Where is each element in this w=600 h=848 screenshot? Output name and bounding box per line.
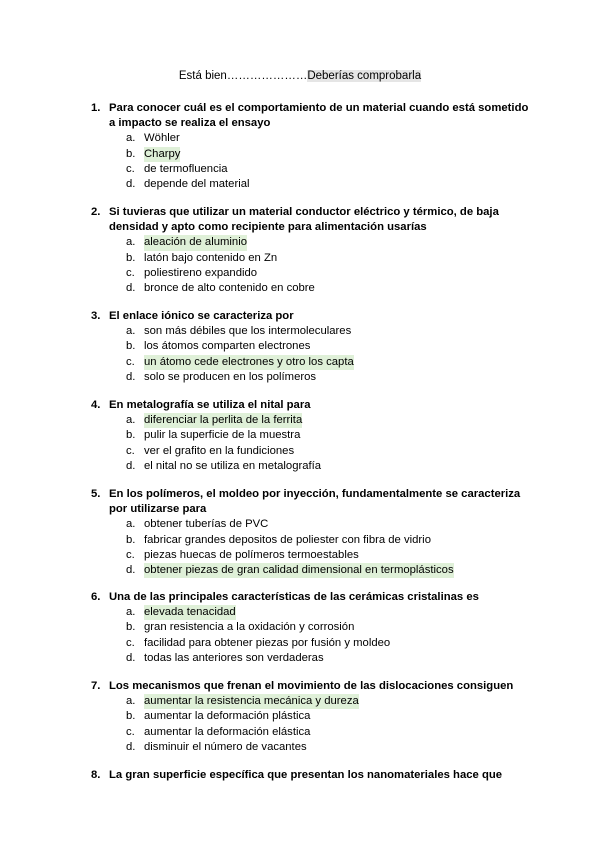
question-text: Si tuvieras que utilizar un material conductor eléctrico y térmico, de baja densidad y apto como recipiente para alimentación usarías — [109, 206, 499, 234]
option-letter: d. — [126, 178, 136, 191]
legend-header — [0, 70, 600, 82]
option-list — [91, 324, 531, 385]
question-stem — [91, 101, 531, 131]
question-number: 3. — [91, 310, 101, 322]
option-letter: d. — [126, 651, 136, 664]
option-letter: c. — [126, 548, 135, 561]
answer-option — [91, 651, 531, 666]
legend-check: Deberías comprobarla — [307, 70, 422, 82]
correct-answer-text: diferenciar la perlita de la ferrita — [144, 413, 302, 428]
question-number: 8. — [91, 769, 101, 781]
answer-option — [91, 147, 531, 162]
option-text: los átomos comparten electrones — [144, 340, 311, 353]
option-list — [91, 694, 531, 755]
option-letter: d. — [126, 740, 136, 753]
question-stem — [91, 768, 531, 783]
correct-answer-text: elevada tenacidad — [144, 605, 236, 620]
answer-option — [91, 605, 531, 620]
answer-option — [91, 281, 531, 296]
option-text: piezas huecas de polímeros termoestables — [144, 548, 359, 561]
option-letter: b. — [126, 340, 136, 353]
question-stem — [91, 487, 531, 517]
option-text: facilidad para obtener piezas por fusión y moldeo — [144, 636, 391, 649]
answer-option — [91, 725, 531, 740]
question-number: 5. — [91, 488, 101, 500]
question-number: 1. — [91, 102, 101, 114]
option-list — [91, 131, 531, 192]
option-text: ver el grafito en la fundiciones — [144, 444, 295, 457]
option-text: poliestireno expandido — [144, 266, 258, 279]
answer-option — [91, 235, 531, 250]
option-letter: a. — [126, 695, 136, 708]
question-stem — [91, 398, 531, 413]
option-letter: a. — [126, 236, 136, 249]
question-stem — [91, 205, 531, 235]
option-letter: b. — [126, 533, 136, 546]
question-3 — [91, 309, 531, 385]
option-letter: c. — [126, 444, 135, 457]
option-letter: d. — [126, 459, 136, 472]
question-7 — [91, 679, 531, 755]
answer-option — [91, 428, 531, 443]
option-letter: d. — [126, 370, 136, 383]
correct-answer-text: obtener piezas de gran calidad dimensional en termoplásticos — [144, 563, 454, 578]
question-text: En metalografía se utiliza el nital para — [109, 399, 311, 411]
answer-option — [91, 533, 531, 548]
answer-option — [91, 709, 531, 724]
option-list — [91, 413, 531, 474]
answer-option — [91, 355, 531, 370]
legend-correct: Está bien………………… — [178, 70, 308, 82]
option-list — [91, 605, 531, 666]
answer-option — [91, 251, 531, 266]
option-text: solo se producen en los polímeros — [144, 370, 317, 383]
option-letter: a. — [126, 606, 136, 619]
answer-option — [91, 177, 531, 192]
option-text: de termofluencia — [144, 162, 228, 175]
answer-option — [91, 563, 531, 578]
option-text: latón bajo contenido en Zn — [144, 251, 278, 264]
answer-option — [91, 459, 531, 474]
option-letter: b. — [126, 251, 136, 264]
question-text: Una de las principales características de las cerámicas cristalinas es — [109, 591, 479, 603]
question-number: 2. — [91, 206, 101, 218]
question-stem — [91, 590, 531, 605]
answer-option — [91, 444, 531, 459]
correct-answer-text: aleación de aluminio — [144, 235, 247, 250]
option-letter: b. — [126, 429, 136, 442]
answer-option — [91, 266, 531, 281]
answer-option — [91, 162, 531, 177]
answer-option — [91, 636, 531, 651]
option-text: fabricar grandes depositos de poliester con fibra de vidrio — [144, 533, 431, 546]
option-letter: c. — [126, 266, 135, 279]
option-text: bronce de alto contenido en cobre — [144, 282, 315, 295]
option-text: obtener tuberías de PVC — [144, 518, 269, 531]
option-letter: d. — [126, 282, 136, 295]
answer-option — [91, 370, 531, 385]
option-letter: c. — [126, 355, 135, 368]
answer-option — [91, 548, 531, 563]
answer-option — [91, 694, 531, 709]
option-letter: a. — [126, 325, 136, 338]
option-text: gran resistencia a la oxidación y corrosión — [144, 621, 355, 634]
question-text: Los mecanismos que frenan el movimiento de las dislocaciones consiguen — [109, 680, 514, 692]
option-letter: c. — [126, 725, 135, 738]
answer-option — [91, 517, 531, 532]
option-text: todas las anteriores son verdaderas — [144, 651, 324, 664]
answer-option — [91, 131, 531, 146]
option-letter: c. — [126, 636, 135, 649]
answer-option — [91, 413, 531, 428]
option-text: aumentar la deformación elástica — [144, 725, 311, 738]
question-2 — [91, 205, 531, 296]
question-6 — [91, 590, 531, 666]
option-text: depende del material — [144, 178, 250, 191]
question-number: 6. — [91, 591, 101, 603]
question-text: El enlace iónico se caracteriza por — [109, 310, 294, 322]
option-text: disminuir el número de vacantes — [144, 740, 307, 753]
question-8 — [91, 768, 531, 783]
option-text: son más débiles que los intermoleculares — [144, 325, 352, 338]
question-stem — [91, 679, 531, 694]
answer-option — [91, 324, 531, 339]
option-text: pulir la superficie de la muestra — [144, 429, 301, 442]
option-letter: a. — [126, 132, 136, 145]
option-letter: a. — [126, 518, 136, 531]
answer-option — [91, 740, 531, 755]
question-4 — [91, 398, 531, 474]
question-number: 7. — [91, 680, 101, 692]
option-letter: c. — [126, 162, 135, 175]
option-letter: b. — [126, 621, 136, 634]
correct-answer-text: Charpy — [144, 147, 180, 162]
option-text: Wöhler — [144, 132, 180, 145]
option-list — [91, 517, 531, 578]
option-letter: a. — [126, 414, 136, 427]
option-text: el nital no se utiliza en metalografía — [144, 459, 322, 472]
option-text: aumentar la deformación plástica — [144, 710, 311, 723]
correct-answer-text: aumentar la resistencia mecánica y dureza — [144, 694, 359, 709]
question-stem — [91, 309, 531, 324]
correct-answer-text: un átomo cede electrones y otro los capta — [144, 355, 354, 370]
answer-option — [91, 339, 531, 354]
question-1 — [91, 101, 531, 192]
question-text: Para conocer cuál es el comportamiento de un material cuando está sometido a impacto se realiza el ensayo — [109, 102, 529, 130]
question-text: En los polímeros, el moldeo por inyección, fundamentalmente se caracteriza por utilizarse para — [109, 488, 521, 516]
question-number: 4. — [91, 399, 101, 411]
question-text: La gran superficie específica que presentan los nanomateriales hace que — [109, 769, 503, 781]
option-letter: b. — [126, 710, 136, 723]
option-list — [91, 235, 531, 296]
option-letter: d. — [126, 564, 136, 577]
question-5 — [91, 487, 531, 578]
option-letter: b. — [126, 147, 136, 160]
answer-option — [91, 620, 531, 635]
